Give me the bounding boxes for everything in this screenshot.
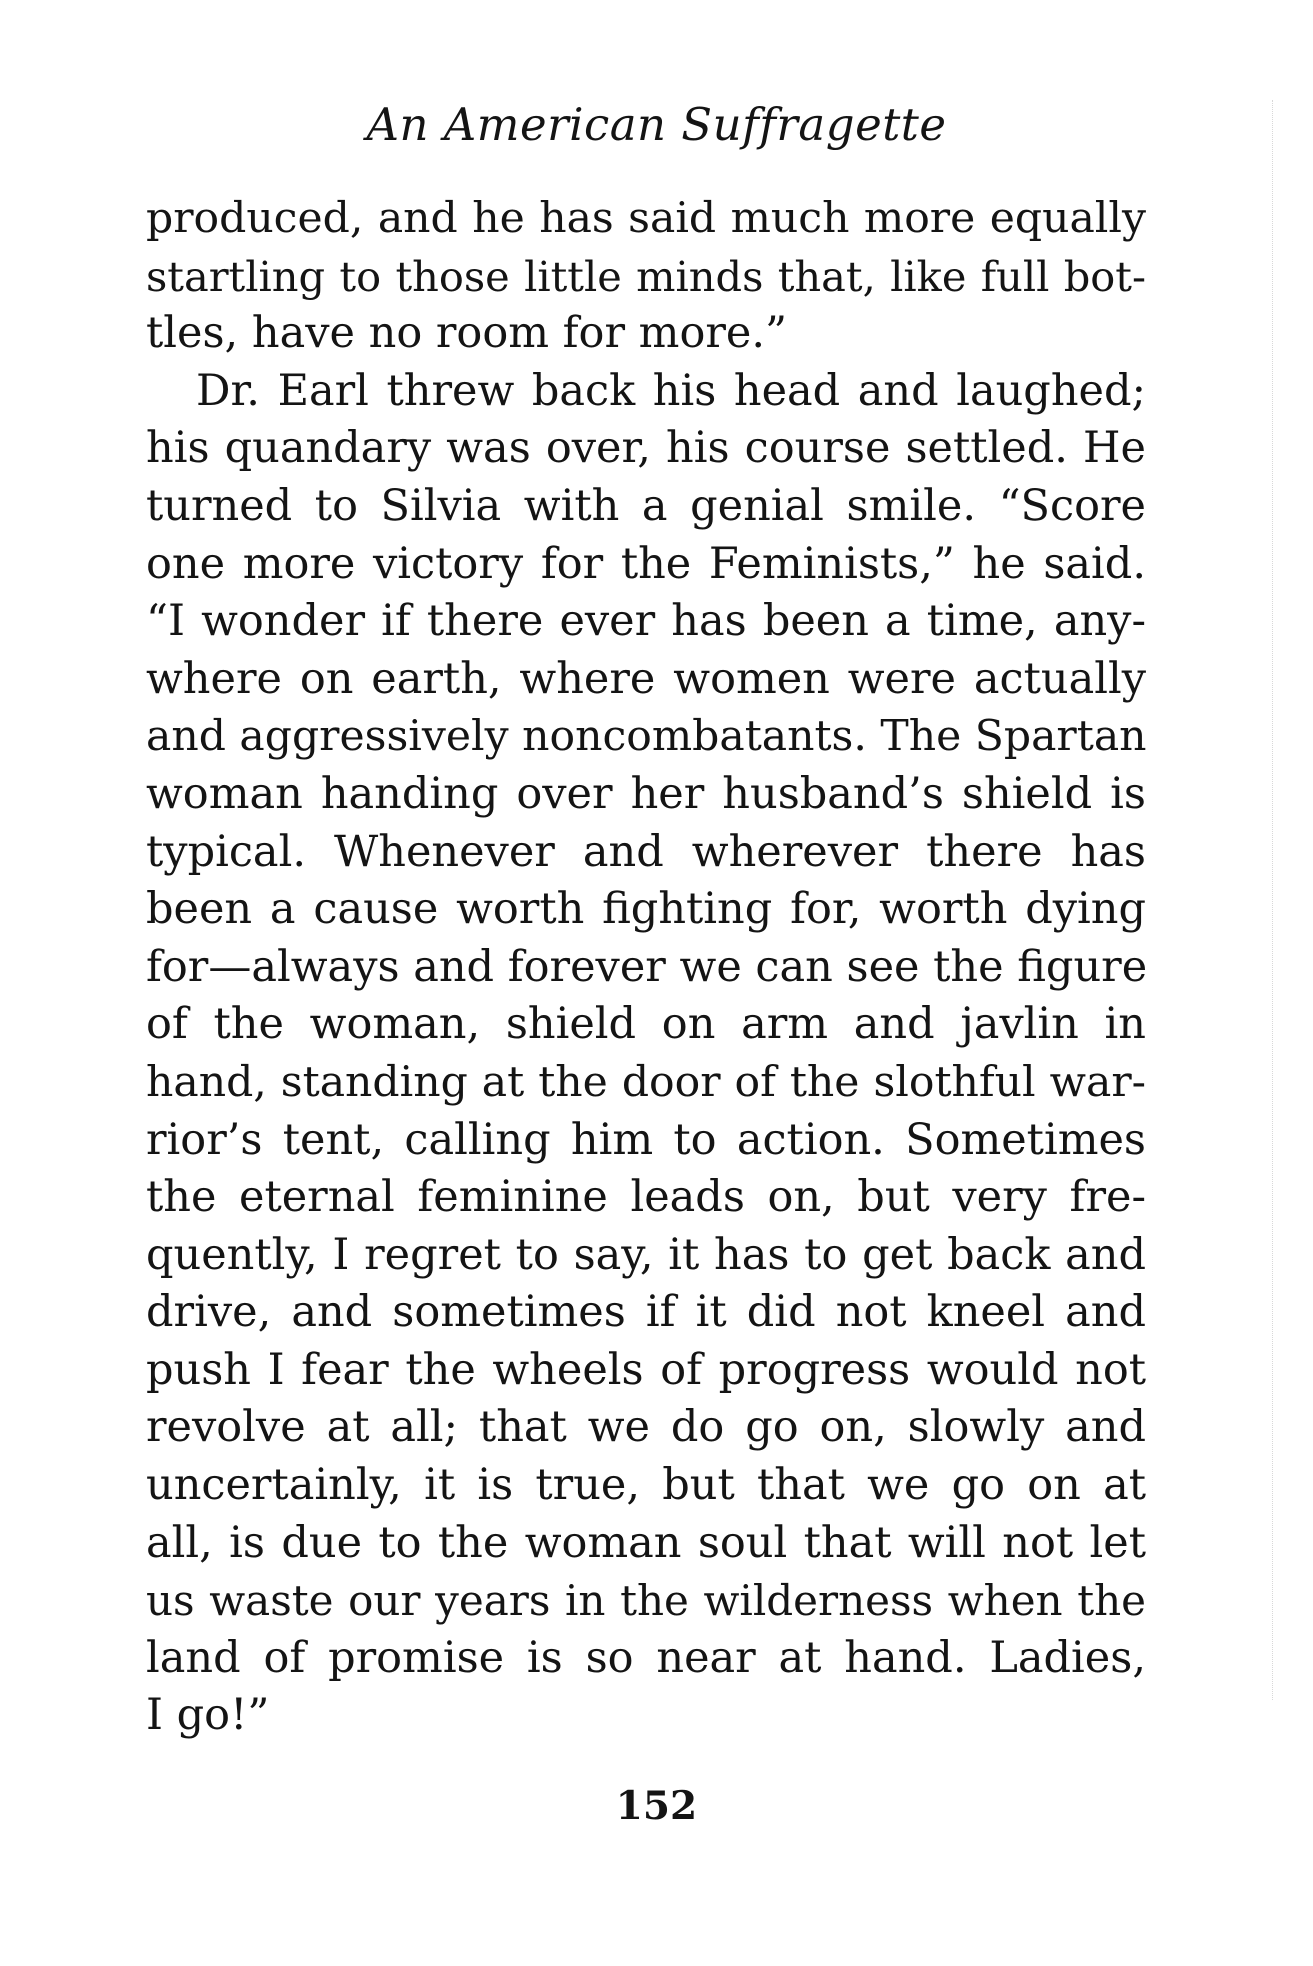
text-line: turned to Silvia with a genial smile. “Score: [146, 480, 1146, 531]
text-line: his quandary was over, his course settled. He: [146, 423, 1146, 474]
text-line: one more victory for the Feminists,” he said.: [146, 538, 1146, 589]
text-line: tles, have no room for more.”: [146, 308, 787, 359]
text-line: land of promise is so near at hand. Ladies,: [146, 1632, 1146, 1683]
text-line: typical. Whenever and wherever there has: [146, 826, 1146, 877]
text-line: I go!”: [146, 1690, 270, 1741]
text-line: been a cause worth fighting for, worth dying: [146, 884, 1146, 935]
text-line: woman handing over her husband’s shield is: [146, 768, 1146, 819]
body-text: [146, 190, 1146, 1745]
text-line: produced, and he has said much more equally: [146, 194, 1146, 243]
text-line: quently, I regret to say, it has to get back and: [146, 1229, 1146, 1280]
text-line: revolve at all; that we do go on, slowly and: [146, 1402, 1146, 1453]
text-line: push I fear the wheels of progress would not: [146, 1344, 1146, 1395]
text-line: hand, standing at the door of the slothful war-: [146, 1057, 1146, 1107]
page-number: 152: [615, 1783, 698, 1829]
text-line: drive, and sometimes if it did not kneel and: [146, 1287, 1146, 1338]
text-line: rior’s tent, calling him to action. Sometimes: [146, 1114, 1146, 1165]
text-line: us waste our years in the wilderness when the: [146, 1576, 1146, 1626]
text-line: Dr. Earl threw back his head and laughed;: [196, 365, 1146, 416]
text-line: for—always and forever we can see the figure: [146, 941, 1148, 992]
text-line: all, is due to the woman soul that will not let: [146, 1517, 1146, 1568]
text-line: where on earth, where women were actually: [146, 653, 1146, 704]
text-line: the eternal feminine leads on, but very fre-: [146, 1172, 1146, 1223]
text-line: of the woman, shield on arm and javlin in: [146, 999, 1146, 1050]
text-line: and aggressively noncombatants. The Spartan: [146, 712, 1147, 762]
text-line: uncertainly, it is true, but that we go on at: [146, 1460, 1146, 1511]
text-line: startling to those little minds that, like full bot-: [146, 251, 1146, 301]
text-line: “I wonder if there ever has been a time, any-: [146, 596, 1146, 647]
running-head: An American Suffragette: [366, 98, 947, 151]
scan-edge-marks: [1269, 100, 1273, 1700]
